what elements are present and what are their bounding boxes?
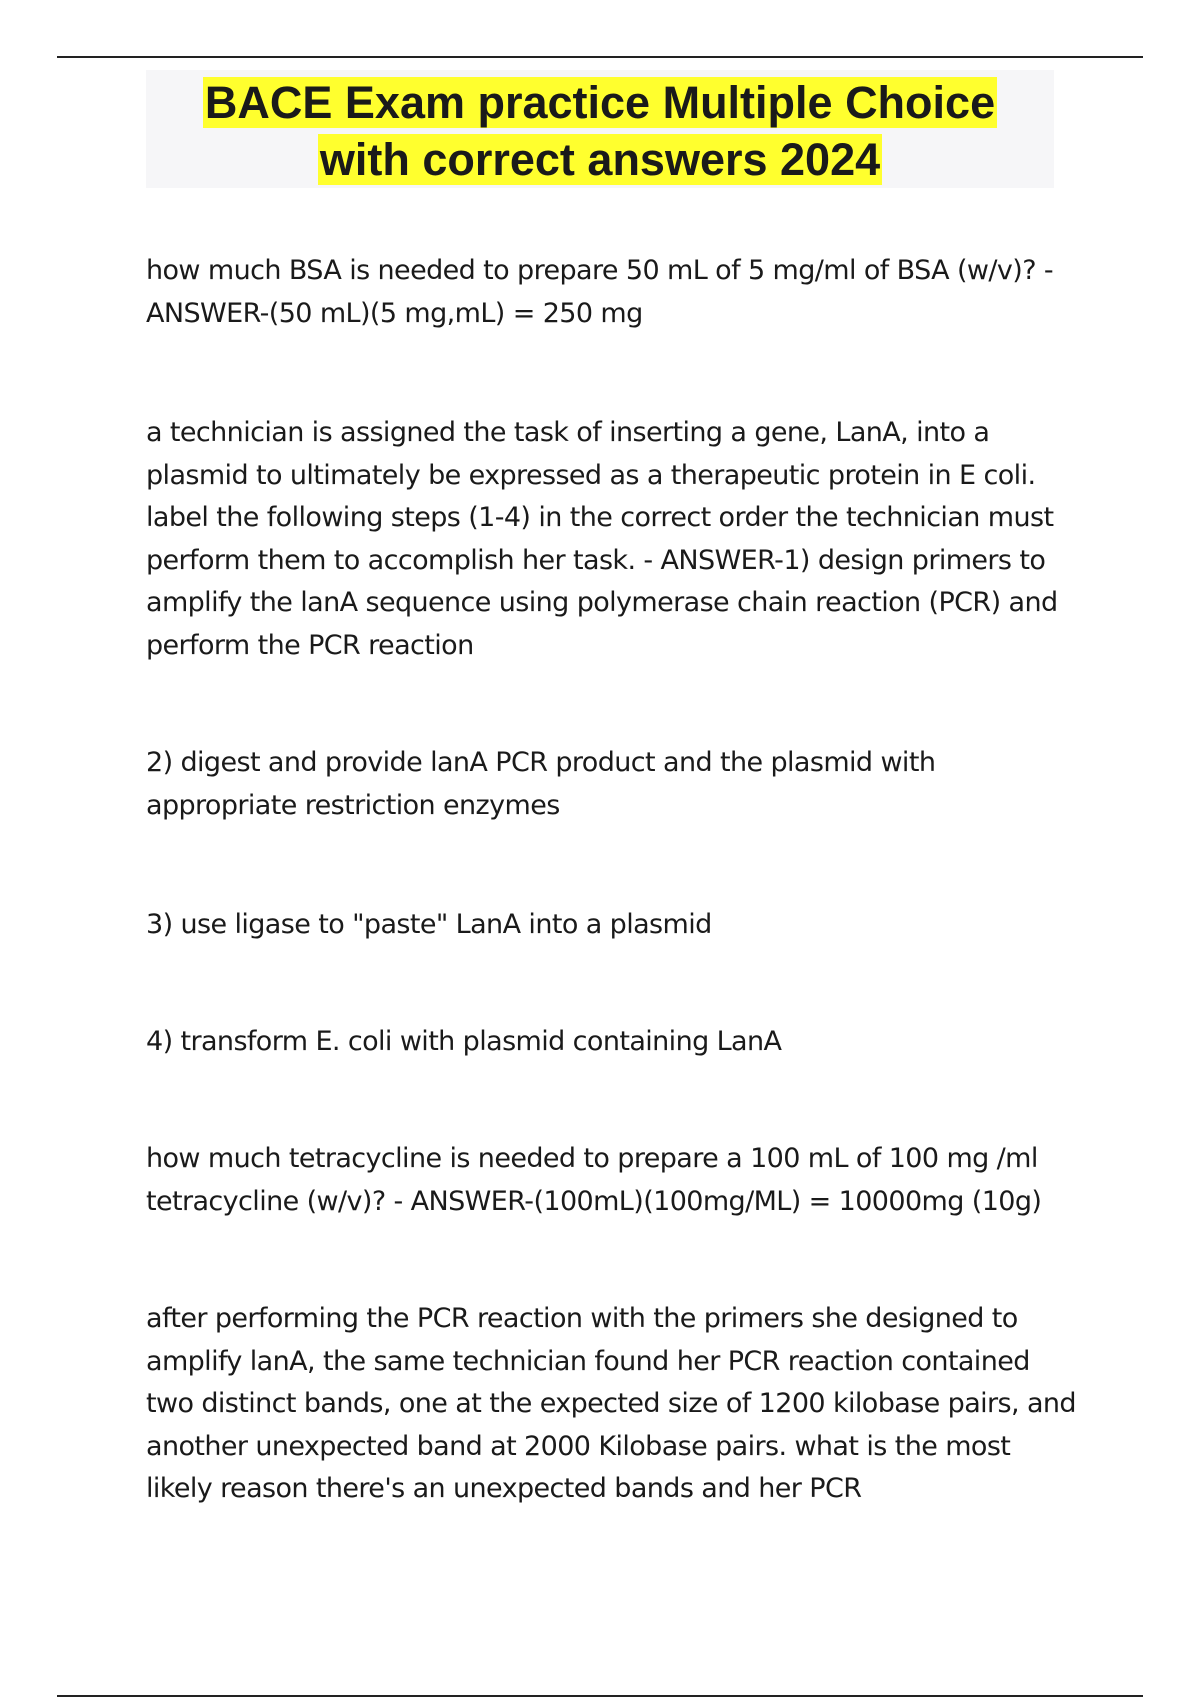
paragraph-pcr-bands-question: after performing the PCR reaction with the primers she designed to amplify lanA, the same technician found her PCR reaction contained two distinct bands, one at the expected size of 1200 kilobase pairs, and another unexpected band at 2000 Kilobase pairs. what is the most likely reason there's an unexpected bands and her PCR: [146, 1303, 1076, 1504]
title-line-2: with correct answers 2024: [319, 134, 881, 185]
title-line-1: BACE Exam practice Multiple Choice: [204, 77, 996, 128]
title-banner: [146, 70, 1054, 188]
bottom-rule: [57, 1695, 1143, 1697]
paragraph-tetracycline-question: how much tetracycline is needed to prepare a 100 mL of 100 mg /ml tetracycline (w/v)? - ANSWER-(100mL)(100mg/ML) = 10000mg (10g): [146, 1143, 1042, 1217]
document-title: [146, 70, 1054, 188]
paragraph-lana-question: a technician is assigned the task of inserting a gene, LanA, into a plasmid to ultimately be expressed as a therapeutic protein in E coli. label the following steps (1-4) in the correct order the technician must perform them to accomplish her task. - ANSWER-1) design primers to amplify the lanA sequence using polymerase chain reaction (PCR) and perform the PCR reaction: [146, 417, 1058, 661]
top-rule: [57, 56, 1143, 58]
paragraph-bsa-question: how much BSA is needed to prepare 50 mL of 5 mg/ml of BSA (w/v)? - ANSWER-(50 mL)(5 mg,mL) = 250 mg: [146, 255, 1054, 329]
paragraph-step-2: 2) digest and provide lanA PCR product and the plasmid with appropriate restriction enzymes: [146, 747, 936, 821]
paragraph-step-3: 3) use ligase to "paste" LanA into a plasmid: [146, 909, 712, 940]
paragraph-step-4: 4) transform E. coli with plasmid containing LanA: [146, 1026, 782, 1057]
